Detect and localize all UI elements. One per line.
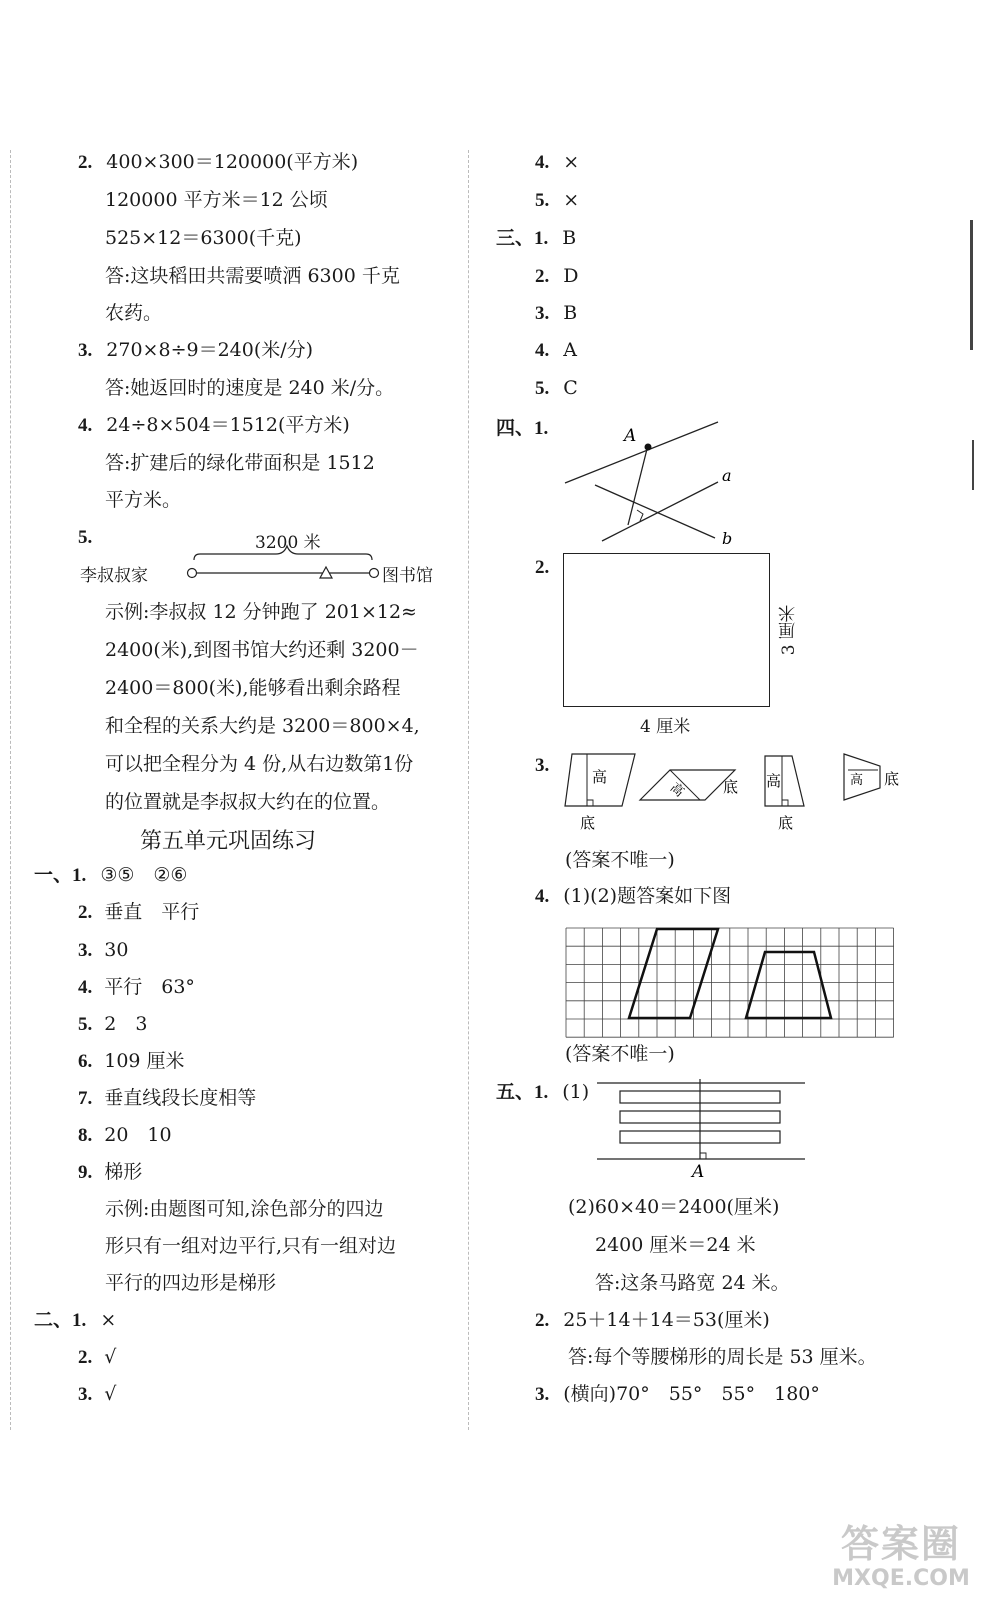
answer-line [105,1234,396,1258]
answer-text: 答:这块稻田共需要喷洒 6300 千克 [105,265,400,287]
answer-line [535,376,578,401]
question-number: 2. [535,266,550,287]
answer-line [535,188,579,213]
answer-line [535,555,549,580]
answer-text: A [563,339,577,361]
answer-line [105,790,390,814]
answer-line [105,752,413,776]
answer-text: 的位置就是李叔叔大约在的位置。 [105,791,391,813]
scan-edge-mark [972,440,974,490]
section-number: 五、 [496,1081,535,1103]
base-label: 底 [723,778,739,796]
answer-text: 形只有一组对边平行,只有一组对边 [105,1235,397,1257]
answer-line [595,1233,756,1257]
route-diagram [80,518,460,588]
right-angle-mark [700,1153,706,1159]
question-number: 4. [535,886,550,907]
question-number: 5. [78,527,93,548]
answer-line [78,338,313,363]
answer-text: 垂直 平行 [104,901,200,923]
scan-edge-mark [970,220,973,350]
answer-text: 2400 厘米＝24 米 [595,1234,756,1256]
answer-text: 400×300＝120000(平方米) [106,151,359,173]
answer-text: √ [104,1346,117,1368]
answer-line [496,226,576,251]
distance-label: 3200 米 [255,533,321,553]
question-number: 2. [535,1310,550,1331]
answer-line [496,416,548,441]
answer-text: 30 [104,939,129,961]
answer-text: 平行 63° [104,976,195,998]
grid-figure [563,922,908,1044]
watermark-site: MXQE.COM [832,1566,970,1591]
question-number: 4. [78,977,93,998]
question-number: 2. [78,152,93,173]
answer-text: 2400(米),到图书馆大约还剩 3200－ [105,639,419,661]
section-number: 四、 [496,417,535,439]
answer-text: B [563,302,578,324]
question-number: 2. [78,902,93,923]
note-line [565,848,675,872]
answer-line [535,301,577,326]
answer-text: 垂直线段长度相等 [104,1087,257,1109]
answer-text: 25＋14＋14＝53(厘米) [563,1309,770,1331]
question-number: 9. [78,1162,93,1183]
answer-line [105,1197,383,1221]
note-text: (答案不唯一) [565,849,675,871]
note-line [565,1042,675,1066]
answer-line [105,451,375,475]
answer-line [568,1345,877,1369]
parallelogram-1 [565,754,635,832]
question-number: 1. [534,228,549,249]
perpendicular-figure [560,415,780,545]
heights-figure [560,748,920,838]
distance-brace [194,546,372,560]
parallelogram-2 [640,770,738,800]
line-through-a [565,422,718,483]
answer-line [105,376,394,400]
answer-line [105,188,328,212]
answer-text: (2)60×40＝2400(厘米) [568,1196,780,1218]
answer-text: (横向)70° 55° 55° 180° [563,1383,820,1405]
question-number: 4. [535,152,550,173]
answer-text: 可以把全程分为 4 份,从右边数第1份 [105,753,414,775]
section-number: 三、 [496,227,535,249]
answer-trapezoid [746,952,831,1018]
right-angle-mark [637,510,643,521]
answer-line [105,226,302,250]
answer-line [535,264,578,289]
height-label: 高 [592,768,608,786]
base-label: 底 [884,770,900,788]
answer-line [78,150,358,175]
answer-text: 答:这条马路宽 24 米。 [595,1272,790,1294]
question-number: 5. [78,1014,93,1035]
grid-lines [566,928,894,1037]
trapezoid-1 [765,756,804,832]
answer-text: ③⑤ ②⑥ [100,864,188,886]
answer-text: D [563,265,579,287]
question-number: 3. [78,340,93,361]
answer-text: 梯形 [104,1161,143,1183]
question-number: 5. [535,190,550,211]
question-number: 6. [78,1051,93,1072]
left-margin-dash [10,150,11,1430]
answer-line [595,1271,790,1295]
answer-text: 农药。 [105,302,163,324]
unit-title: 第五单元巩固练习 [140,829,317,854]
answer-line [78,413,350,438]
base-label: 底 [778,814,794,832]
answer-line [568,1195,779,1219]
question-number: 3. [535,1384,550,1405]
start-label: 李叔叔家 [80,566,148,586]
trapezoid-2 [844,754,899,800]
question-number: 3. [535,303,550,324]
road-figure [595,1075,810,1185]
answer-line [105,488,181,512]
column-divider [468,150,469,1430]
answer-text: 270×8÷9＝240(米/分) [106,339,314,361]
question-number: 7. [78,1088,93,1109]
answer-line [78,1160,142,1185]
line-b-label: b [722,529,733,545]
answer-line [105,264,400,288]
answer-text: 示例:李叔叔 12 分钟跑了 201×12≈ [105,601,417,623]
height-label: 高 [850,773,864,788]
answer-text: × [563,189,580,211]
answer-text: 2 3 [104,1013,148,1035]
question-number: 1. [72,1310,87,1331]
question-number: 5. [535,378,550,399]
question-number: 2. [535,557,550,578]
answer-text: 20 10 [104,1124,172,1146]
answer-text: 平方米。 [105,489,182,511]
answer-line [78,900,199,925]
answer-text: 109 厘米 [104,1050,185,1072]
answer-line [78,1382,116,1407]
height-label: 高 [766,772,782,790]
end-point-icon [370,569,379,578]
answer-line [535,1308,770,1333]
answer-text: 2400＝800(米),能够看出剩余路程 [105,677,401,699]
answer-line [535,753,549,778]
question-number: 2. [78,1347,93,1368]
watermark [816,1522,986,1592]
answer-line [535,884,731,909]
answer-line [105,714,420,738]
answer-line [105,301,162,325]
rect-width-label: 4 厘米 [640,717,691,737]
question-number: 8. [78,1125,93,1146]
point-a-label: A [692,1162,705,1182]
answer-text: (1)(2)题答案如下图 [563,885,732,907]
question-number: 3. [78,1384,93,1405]
answer-line [78,1086,256,1111]
question-number: 1. [534,1082,549,1103]
rectangle-figure [563,553,770,707]
answer-line [78,1049,185,1074]
section-number: 二、 [34,1309,73,1331]
answer-line [34,863,187,888]
question-number: 1. [534,418,549,439]
answer-text: 示例:由题图可知,涂色部分的四边 [105,1198,384,1220]
answer-text: 24÷8×504＝1512(平方米) [106,414,350,436]
answer-line [78,938,128,963]
answer-parallelogram [629,929,718,1018]
answer-line [105,638,419,662]
question-number: 1. [72,865,87,886]
question-number: 4. [78,415,93,436]
answer-line [535,338,577,363]
height-label: 高 [666,780,687,801]
answer-line [78,1123,172,1148]
line-a-label: a [722,466,732,485]
answer-text: B [562,227,577,249]
point-a-label: A [624,426,637,446]
point-a-dot [645,444,652,451]
section-number: 一、 [34,864,73,886]
question-number: 3. [78,940,93,961]
watermark-main: 答案圈 [840,1522,961,1566]
answer-line [105,600,417,624]
question-number: 4. [535,340,550,361]
answer-text: 答:扩建后的绿化带面积是 1512 [105,452,375,474]
answer-line [535,150,579,175]
answer-text: 答:她返回时的速度是 240 米/分。 [105,377,395,399]
answer-line [34,1308,116,1333]
end-label: 图书馆 [382,566,433,586]
note-text: (答案不唯一) [565,1043,675,1065]
answer-text: 答:每个等腰梯形的周长是 53 厘米。 [568,1346,877,1368]
answer-text: 525×12＝6300(千克) [105,227,302,249]
question-number: 3. [535,755,550,776]
answer-text: × [100,1309,117,1331]
answer-line [535,1382,820,1407]
answer-line [78,1345,116,1370]
answer-line [78,1012,147,1037]
answer-text: √ [104,1383,117,1405]
answer-text: C [563,377,578,399]
answer-text: 120000 平方米＝12 公顷 [105,189,328,211]
answer-text: 平行的四边形是梯形 [105,1272,277,1294]
rect-height-label: 3 厘米 [779,605,799,656]
answer-line [105,676,400,700]
answer-line [105,1271,276,1295]
answer-text: (1) [562,1081,590,1103]
answer-text: 和全程的关系大约是 3200＝800×4, [105,715,420,737]
answer-text: × [563,151,580,173]
base-label: 底 [580,814,596,832]
answer-line [496,1080,589,1105]
start-point-icon [188,569,197,578]
answer-line [78,975,195,1000]
